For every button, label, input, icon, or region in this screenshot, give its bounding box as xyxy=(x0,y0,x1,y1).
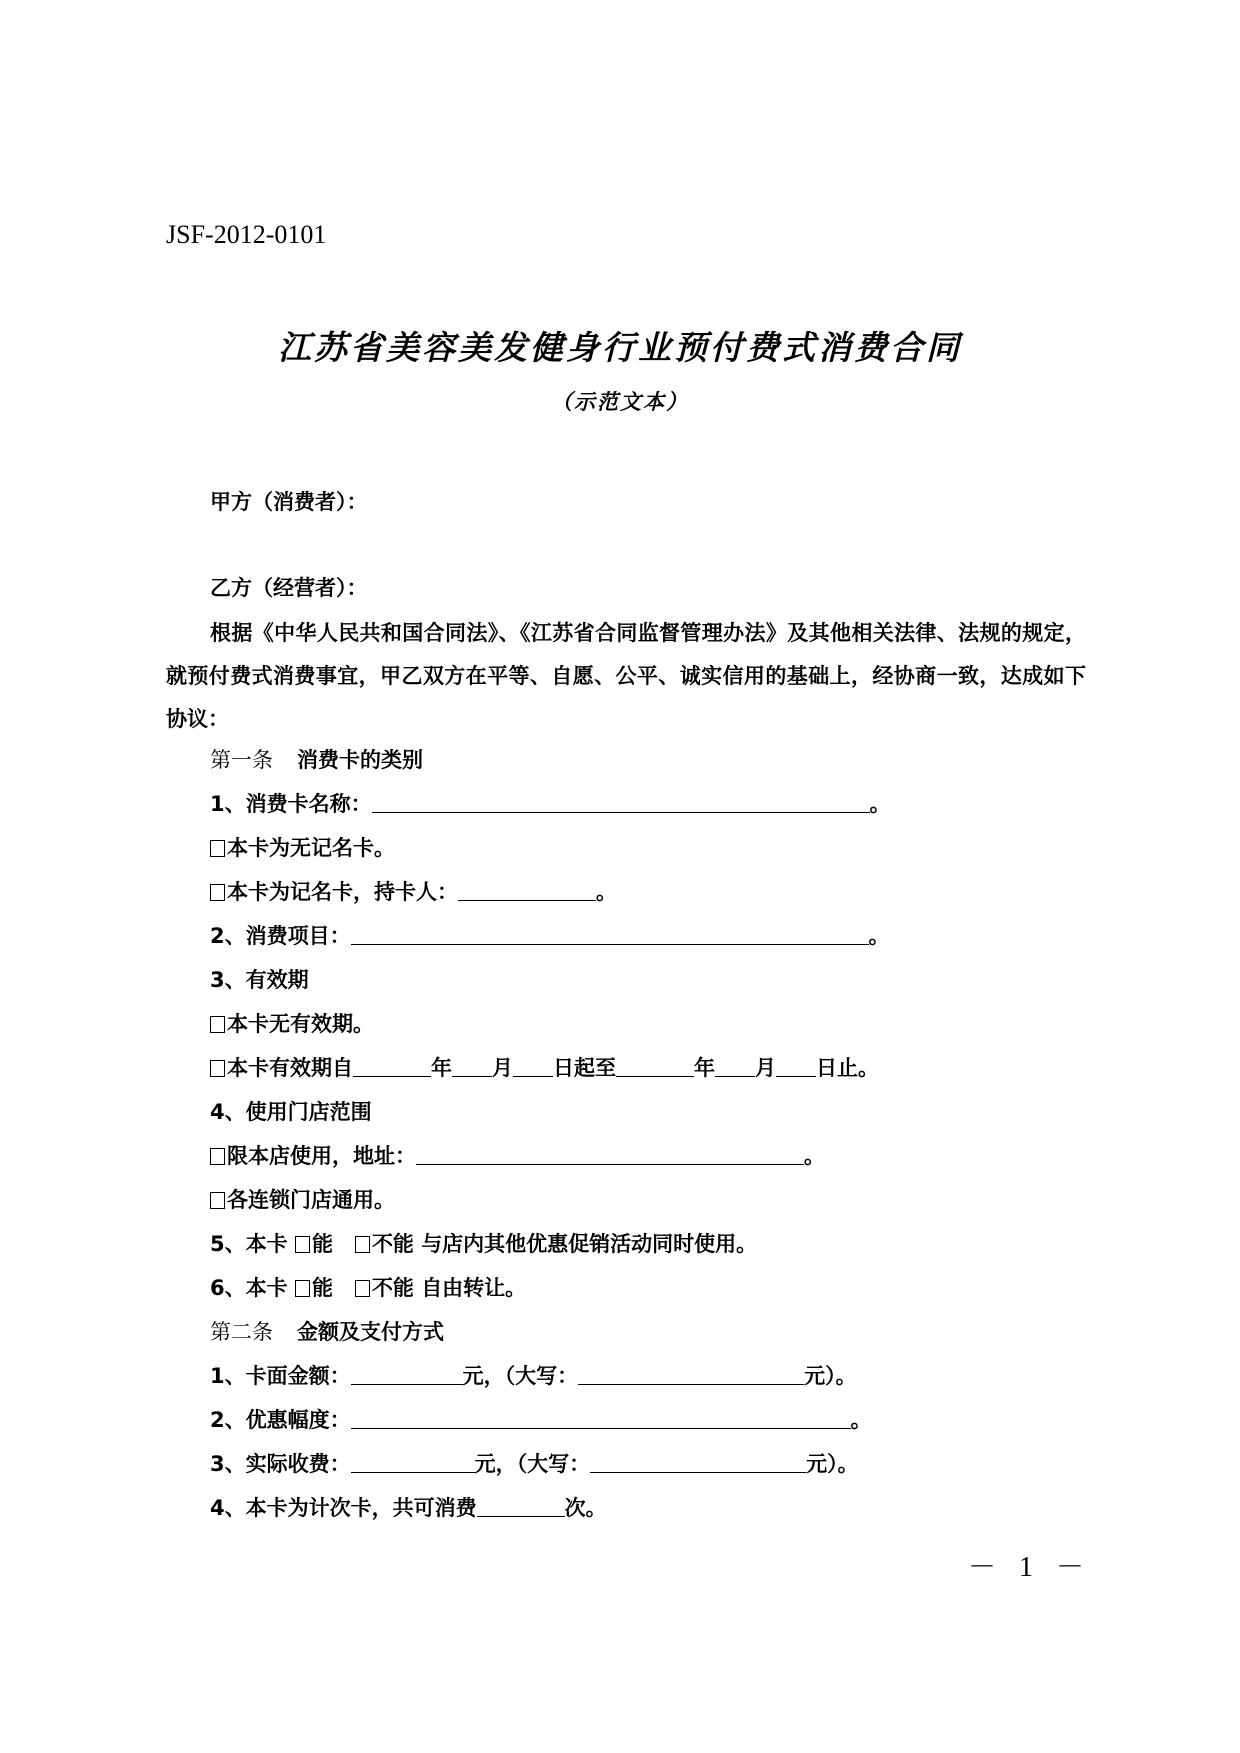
face-value-line: 1、卡面金额： 元，（大写： 元）。 xyxy=(210,1364,857,1388)
promotion-cannot-checkbox[interactable] xyxy=(355,1236,370,1253)
named-card-option: 本卡为记名卡，持卡人： 。 xyxy=(210,877,617,907)
anonymous-card-checkbox[interactable] xyxy=(210,840,225,857)
from-day-blank[interactable] xyxy=(513,1056,553,1077)
to-month-blank[interactable] xyxy=(715,1056,755,1077)
transfer-cannot-checkbox[interactable] xyxy=(355,1280,370,1297)
chain-stores-checkbox[interactable] xyxy=(210,1192,225,1209)
anonymous-card-option xyxy=(210,833,395,863)
preamble-paragraph: 根据《中华人民共和国合同法》、《江苏省合同监督管理办法》及其他相关法律、法规的规定，就预付费式消费事宜，甲乙双方在平等、自愿、公平、诚实信用的基础上，经协商一致，达成如下协议： xyxy=(166,621,1086,731)
from-month-blank[interactable] xyxy=(452,1056,492,1077)
promotion-can-checkbox[interactable] xyxy=(295,1236,310,1253)
party-a-label: 甲方（消费者）： xyxy=(210,490,368,514)
face-value-blank[interactable] xyxy=(351,1364,463,1385)
discount-blank[interactable] xyxy=(351,1408,851,1429)
transfer-line: 6、本卡 能 不能 自由转让。 xyxy=(210,1276,527,1300)
article-1-number: 第一条 xyxy=(210,748,273,772)
no-validity-checkbox[interactable] xyxy=(210,1016,225,1033)
chain-stores-option xyxy=(210,1185,395,1215)
card-name-blank[interactable] xyxy=(372,792,870,813)
actual-charge-line: 3、实际收费： 元，（大写： 元）。 xyxy=(210,1452,859,1476)
count-card-line: 4、本卡为计次卡，共可消费 次。 xyxy=(210,1496,607,1520)
consumption-items-blank[interactable] xyxy=(351,924,869,945)
actual-charge-label: 3、实际收费： xyxy=(210,1452,351,1476)
anonymous-card-label: 本卡为无记名卡。 xyxy=(227,836,395,860)
validity-period-option: 本卡有效期自 年 月 日起至 年 月 日止。 xyxy=(210,1053,879,1083)
this-store-checkbox[interactable] xyxy=(210,1148,225,1165)
party-b-label: 乙方（经营者）： xyxy=(210,576,368,600)
card-name-label: 1、消费卡名称： xyxy=(210,792,372,816)
discount-label: 2、优惠幅度： xyxy=(210,1408,351,1432)
named-card-label: 本卡为记名卡，持卡人： xyxy=(227,880,458,904)
article-1-heading: 消费卡的类别 xyxy=(297,748,423,772)
consumption-items-label: 2、消费项目： xyxy=(210,924,351,948)
card-name-line: 1、消费卡名称： 。 xyxy=(210,792,891,816)
cardholder-blank[interactable] xyxy=(458,880,596,901)
transfer-can-checkbox[interactable] xyxy=(295,1280,310,1297)
stores-heading: 4、使用门店范围 xyxy=(210,1100,372,1124)
chain-stores-label: 各连锁门店通用。 xyxy=(227,1188,395,1212)
count-times-blank[interactable] xyxy=(477,1496,565,1517)
to-day-blank[interactable] xyxy=(776,1056,816,1077)
actual-charge-capital-blank[interactable] xyxy=(590,1452,806,1473)
from-year-blank[interactable] xyxy=(353,1056,431,1077)
no-validity-option xyxy=(210,1009,374,1039)
store-address-blank[interactable] xyxy=(416,1144,804,1165)
page-number: － 1 － xyxy=(968,1552,1093,1583)
article-2-number: 第二条 xyxy=(210,1320,273,1344)
promotion-combination-line: 5、本卡 能 不能 与店内其他优惠促销活动同时使用。 xyxy=(210,1232,758,1256)
document-code: JSF-2012-0101 xyxy=(166,220,327,249)
actual-charge-blank[interactable] xyxy=(351,1452,475,1473)
consumption-items-line: 2、消费项目： 。 xyxy=(210,924,890,948)
to-year-blank[interactable] xyxy=(616,1056,694,1077)
article-2-heading: 金额及支付方式 xyxy=(297,1320,444,1344)
face-value-label: 1、卡面金额： xyxy=(210,1364,351,1388)
document-title: 江苏省美容美发健身行业预付费式消费合同 xyxy=(278,328,962,367)
article-1-header xyxy=(210,745,423,775)
count-card-label: 4、本卡为计次卡，共可消费 xyxy=(210,1496,477,1520)
validity-period-checkbox[interactable] xyxy=(210,1060,225,1077)
no-validity-label: 本卡无有效期。 xyxy=(227,1012,374,1036)
article-2-header xyxy=(210,1317,444,1347)
face-value-capital-blank[interactable] xyxy=(578,1364,804,1385)
this-store-label: 限本店使用，地址： xyxy=(227,1144,416,1168)
validity-heading: 3、有效期 xyxy=(210,968,309,992)
document-subtitle: （示范文本） xyxy=(551,390,689,414)
named-card-checkbox[interactable] xyxy=(210,884,225,901)
this-store-option: 限本店使用，地址： 。 xyxy=(210,1141,825,1171)
discount-line: 2、优惠幅度： 。 xyxy=(210,1408,872,1432)
